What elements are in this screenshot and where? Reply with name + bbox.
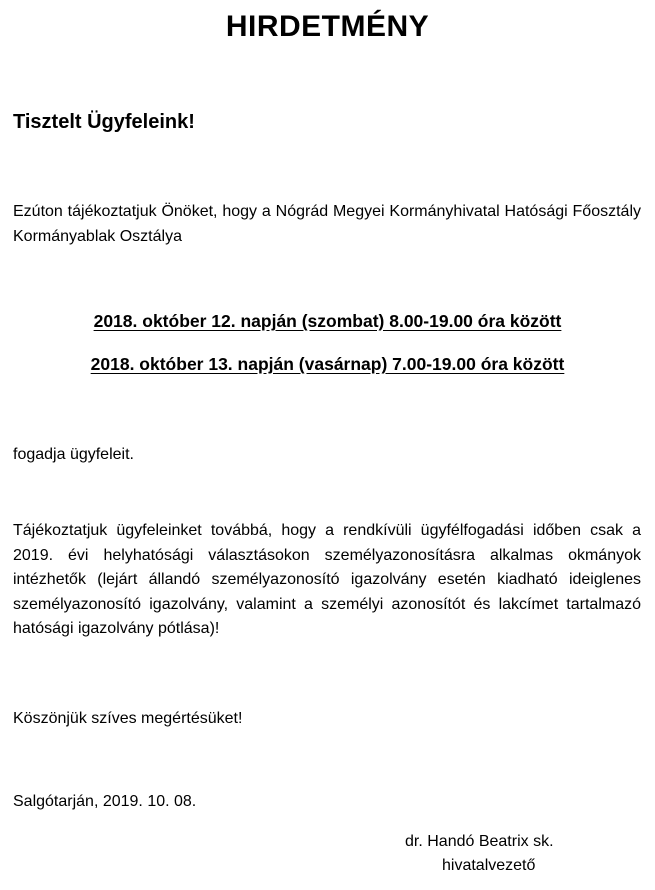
place-and-date: Salgótarján, 2019. 10. 08. xyxy=(13,793,197,810)
signatory-name: dr. Handó Beatrix sk. xyxy=(405,833,554,850)
info-paragraph: Tájékoztatjuk ügyfeleinket továbbá, hogy a rendkívüli ügyfélfogadási időben csak a 2019. évi helyhatósági választásokon személyazonosításra alkalmas okmányok intézhetők (lejárt állandó személyazonosító igazolvány esetén kiadható ideiglenes személyazonosító igazolvány, valamint a személyi azonosítót és lakcímet tartalmazó hatósági igazolvány pótlása)! xyxy=(13,522,641,637)
thanks-paragraph: Köszönjük szíves megértésüket! xyxy=(13,710,243,727)
signatory-role: hivatalvezető xyxy=(442,857,536,874)
greeting: Tisztelt Ügyfeleink! xyxy=(13,111,195,133)
opening-date-2: 2018. október 13. napján (vasárnap) 7.00-19.00 óra között xyxy=(90,354,565,374)
signature-block xyxy=(405,830,585,878)
receive-paragraph: fogadja ügyfeleit. xyxy=(13,446,134,463)
document-title: HIRDETMÉNY xyxy=(225,10,430,43)
intro-paragraph: Ezúton tájékoztatjuk Önöket, hogy a Nógrád Megyei Kormányhivatal Hatósági Főosztály Kormányablak Osztálya xyxy=(13,203,641,245)
opening-date-1: 2018. október 12. napján (szombat) 8.00-19.00 óra között xyxy=(93,311,562,331)
